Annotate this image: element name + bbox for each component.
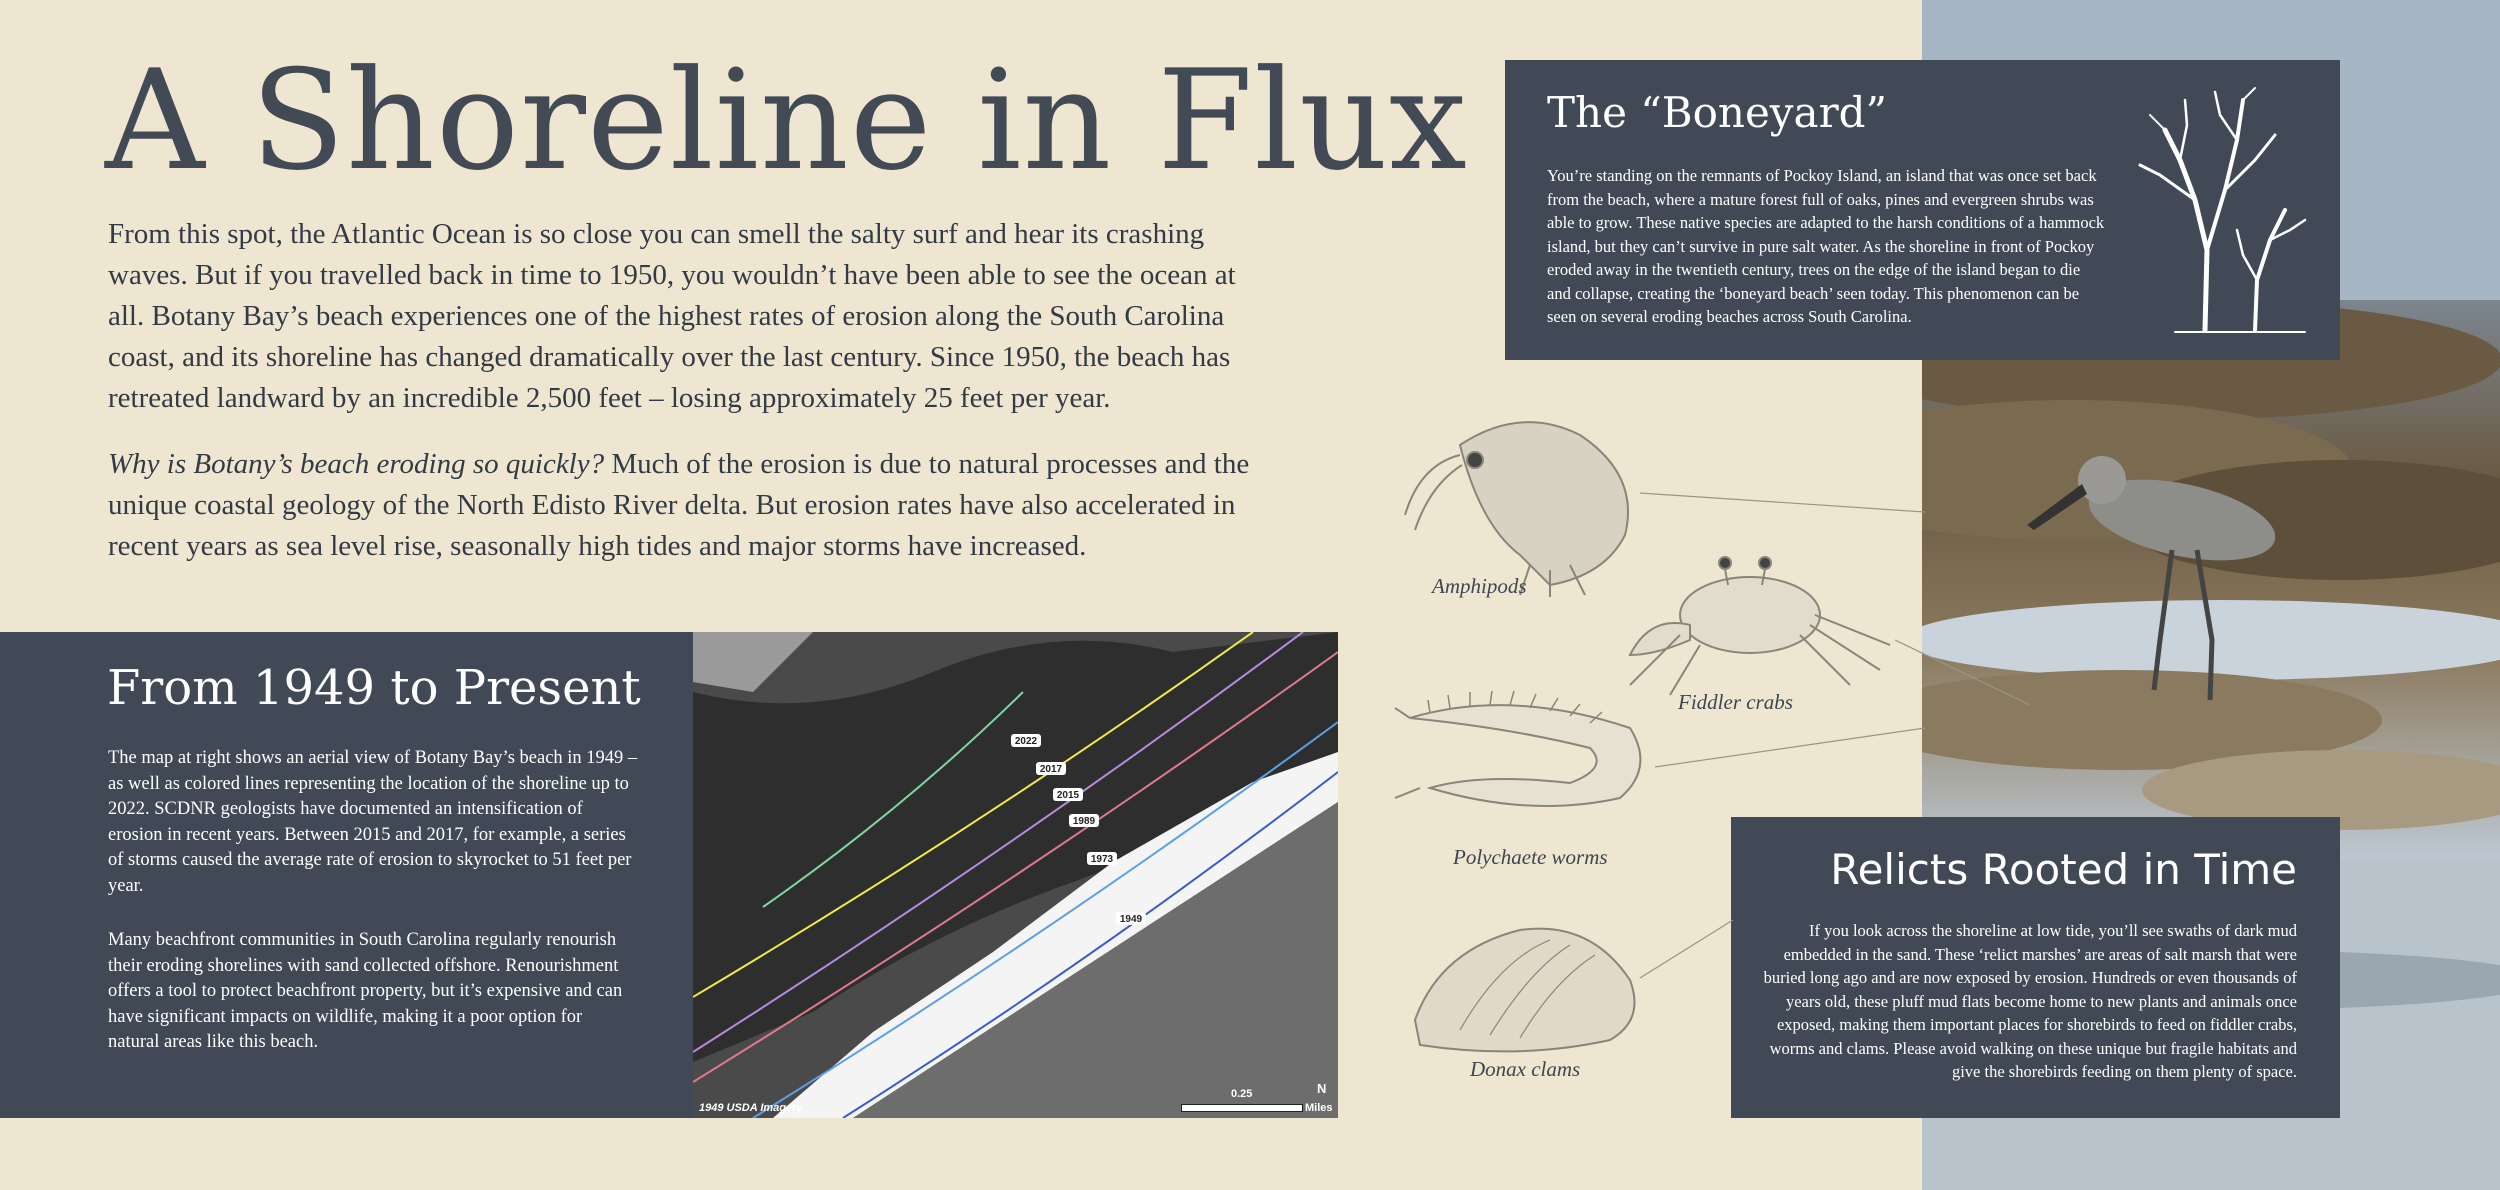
boneyard-body: You’re standing on the remnants of Pockoy Island, an island that was once set back from the beach, where a mature forest full of oaks, pines and evergreen shrubs was able to grow. These native species are adapted to the harsh conditions of a hammock island, but they can’t survive in pure salt water. As the shoreline in front of Pockoy eroded away in the twentieth century, trees on the edge of the island began to die and collapse, creating the ‘boneyard beach’ seen today. This phenomenon can be seen on several eroding beaches across South Carolina. [1547,166,2105,326]
history-paragraph-2: Many beachfront communities in South Carolina regularly renourish their eroding shorelines with sand collected offshore. Renourishment offers a tool to protect beachfront property, but it’s expensive and can have significant impacts on wildlife, making it a poor option for natural areas like this beach. [108,930,623,1052]
svg-text:2022: 2022 [1014,736,1038,747]
donax-clams-caption: Donax clams [1470,1057,1581,1081]
map-credit: 1949 USDA Imagery [699,1102,803,1114]
svg-text:1989: 1989 [1072,816,1096,827]
why-answer: Much of the erosion is due to natural processes and the unique coastal geology of the North Edisto River delta. But erosion rates have also accelerated in recent years as sea level rise, seasonally high tides and major storms have increased. [108,448,1250,562]
relicts-body: If you look across the shoreline at low tide, you’ll see swaths of dark mud embedded in the sand. These ‘relict marshes’ are areas of salt marsh that were buried long ago and are now exposed by erosion. Hundreds or even thousands of years old, these pluff mud flats become home to new plants and animals once exposed, making them important places for shorebirds to feed on fiddler crabs, worms and clams. Please avoid walking on these unique but fragile habitats and give the shorebirds feeding on them plenty of space. [1763,921,2297,1081]
polychaete-worms-caption: Polychaete worms [1453,845,1608,869]
history-heading: From 1949 to Present [107,660,641,716]
svg-text:1949: 1949 [1119,914,1143,925]
fiddler-crabs-caption: Fiddler crabs [1678,690,1793,714]
page-title: A Shoreline in Flux [105,40,1468,201]
history-paragraph-1: The map at right shows an aerial view of Botany Bay’s beach in 1949 – as well as colored lines representing the location of the shoreline up to 2022. SCDNR geologists have documented an intensification of erosion in recent years. Between 2015 and 2017, for example, a series of storms caused the average rate of erosion to skyrocket to 51 feet per year. [108,748,638,896]
polychaete-worm-icon [1390,678,1660,828]
fiddler-crab-icon [1610,545,1900,700]
svg-text:2015: 2015 [1056,790,1080,801]
map-scale-unit: Miles [1305,1102,1333,1114]
svg-text:1973: 1973 [1090,854,1114,865]
boneyard-heading: The “Boneyard” [1547,88,1887,137]
north-arrow-icon: N [1317,1081,1327,1096]
donax-clam-icon [1400,920,1660,1060]
why-question: Why is Botany’s beach eroding so quickly? [108,448,605,480]
amphipods-caption: Amphipods [1432,574,1527,598]
amphipod-icon [1400,405,1645,600]
intro-paragraph: From this spot, the Atlantic Ocean is so close you can smell the salty surf and hear its crashing waves. But if you travelled back in time to 1950, you wouldn’t have been able to see the ocean at all. Botany Bay’s beach experiences one of the highest rates of erosion along the South Carolina coast, and its shoreline has changed dramatically over the last century. Since 1950, the beach has retreated landward by an incredible 2,500 feet – losing approximately 25 feet per year. [108,218,1236,414]
svg-text:2017: 2017 [1039,764,1063,775]
relicts-heading: Relicts Rooted in Time [1830,845,2297,894]
map-scale-value: 0.25 [1231,1088,1253,1100]
